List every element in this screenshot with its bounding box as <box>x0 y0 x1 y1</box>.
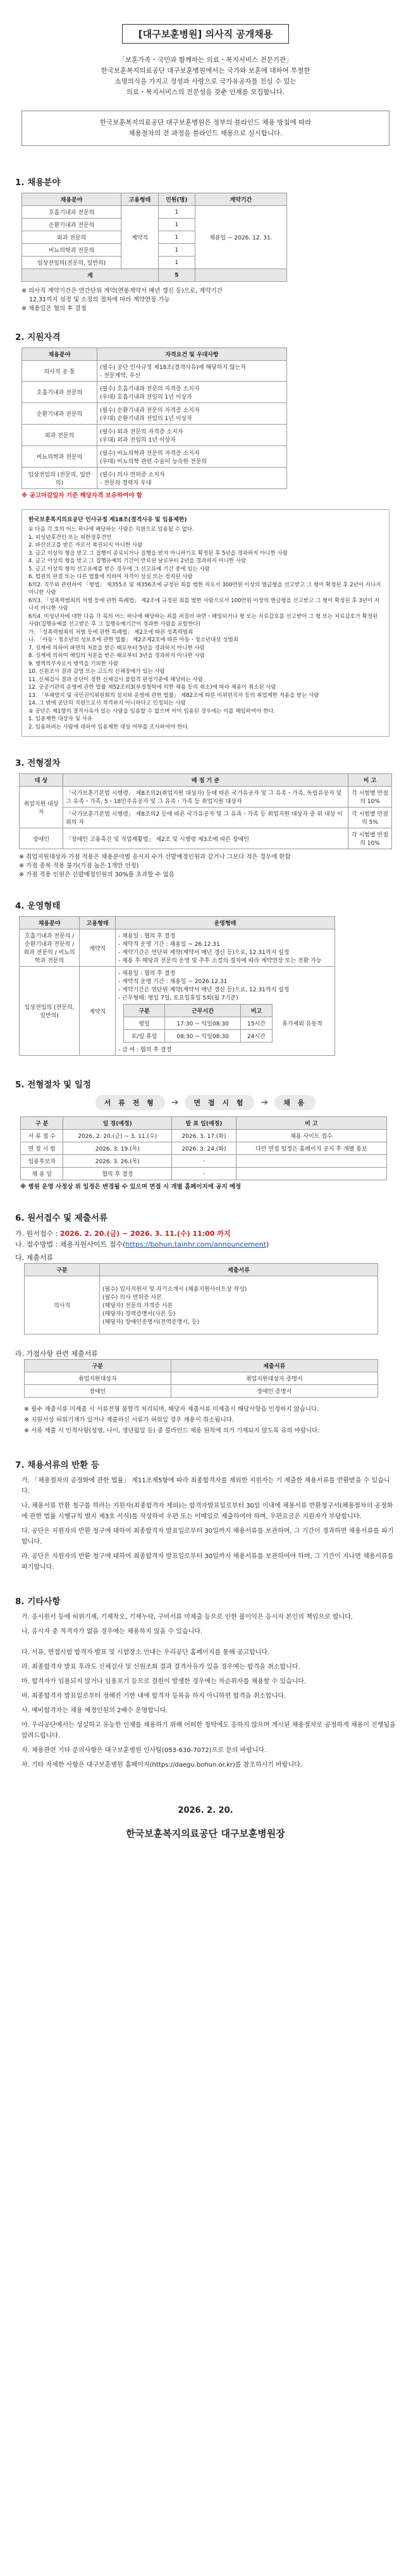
section-title: 4. 운영형태 <box>15 901 61 911</box>
shift-note: 15시간 <box>241 1017 273 1030</box>
application-site-link[interactable]: https://bohun.tainhr.com/announcement <box>125 1240 267 1249</box>
note-line: ※ 의사직 계약기간은 연간단위 계약(연봉계약서 매년 갱신 등)으로, 계약기간 <box>21 287 223 294</box>
stage-cell: 채 용 일 <box>21 1168 63 1180</box>
rule-item: 11. 신체검사 결과 공단이 정한 신체검사 불합격 판정기준에 해당하는 사람 <box>28 676 203 683</box>
table-header: 구 분 <box>21 1117 63 1130</box>
type-cell: 장애인 <box>25 1385 171 1398</box>
bonus-points-table <box>19 773 392 849</box>
total-count: 5 <box>158 269 195 282</box>
field-cell: 비뇨의학과 전문의 <box>22 244 121 257</box>
blind-hiring-notice <box>21 111 390 146</box>
section-title: 8. 기타사항 <box>15 1597 61 1607</box>
table-row <box>21 1168 387 1180</box>
document-page <box>15 0 396 1840</box>
period-value: 2026. 2. 20.(금) ~ 2026. 3. 11.(수) 11:00 까지 <box>59 1230 231 1238</box>
rules-list <box>28 526 383 731</box>
section-other <box>15 1594 396 1770</box>
return-items <box>21 1475 396 1573</box>
requirement-line: (필수) 외과 전문의 자격증 소지자 <box>100 428 183 435</box>
announce-cell: 2026. 3. 17.(화) <box>172 1130 236 1142</box>
table-header: 자격요건 및 우대사항 <box>97 348 287 361</box>
table-row <box>20 967 335 1056</box>
rule-item: 1. 임용제한 대상자 및 사유 <box>28 716 93 722</box>
section-title: 5. 전형절차 및 일정 <box>15 1080 91 1090</box>
operation-table <box>19 916 335 1056</box>
table-header: 비 고 <box>236 1117 386 1130</box>
table-row <box>20 929 335 967</box>
field-cell: 호흡기내과 전문의 <box>22 206 121 219</box>
footer-org: 한국보훈복지의료공단 대구보훈병원장 <box>126 1828 285 1839</box>
rule-item: 14. 그 밖에 공단의 직원으로서 적격하지 아니하다고 인정되는 사람 <box>28 700 186 706</box>
table-row <box>22 403 287 425</box>
table-row <box>21 1142 387 1155</box>
doc-line: (필수) 입사지원서 및 자기소개서 (채용지원사이트상 작성) <box>102 1286 247 1293</box>
requirement-line: (우대) 순환기내과 전임의 1년 이상자 <box>100 415 192 422</box>
other-item: 아. 우리공단에서는 성실하고 유능한 인재를 채용하기 위해 어떠한 청탁에도 응하지 않으며 게시된 채용절차로 공정하게 채용이 진행됨을 알려드립니다. <box>21 1722 396 1739</box>
field-cell: 호흡기내과 전문의 <box>22 382 97 403</box>
rule-item: 1. 피성년후견인 또는 피한정후견인 <box>28 534 112 541</box>
requirement-line: (필수) 공단 인사규정 제18조(결격사유)에 해당하지 않는자 <box>100 365 247 371</box>
section-title: 1. 채용분야 <box>15 178 61 188</box>
application-period <box>15 1228 396 1239</box>
other-item: 다. 서류, 면접시험 합격자 발표 및 시험장소 안내는 우리공단 홈페이지를 통해 공고합니다. <box>21 1649 270 1656</box>
field-cell: 호흡기내과 전문의 / 순환기내과 전문의 / 외과 전문의 / 비뇨의학과 전문의 <box>20 929 80 967</box>
qualifications-table <box>21 348 287 489</box>
count-cell: 1 <box>158 257 195 269</box>
operation-line: - 채용 후 해당과 전문의 운영 및 추후 소정의 절차에 따라 계약연장 또는 전환 가능 <box>118 958 322 964</box>
rule-item: ② 공단은 제1항의 결격사유가 있는 사람을 임용할 수 없으며 이미 임용된 경우에는 이를 해임하여야 한다. <box>28 708 276 715</box>
table-header: 운영형태 <box>116 917 335 929</box>
return-item: 가. 「채용절차의 공정화에 관한 법률」 제11조제5항에 따라 최종합격자를 제외한 지원자는 기 제출한 채용서류를 반환받을 수 있습니다. <box>21 1477 390 1495</box>
table-row <box>22 468 287 489</box>
operation-line: - 채용일 : 협의 후 결정 <box>118 933 176 940</box>
rule-item: 8. 징계에 의하여 해임의 처분을 받은 때로부터 3년을 경과하지 아니한 사람 <box>28 653 205 659</box>
section-schedule <box>15 1077 396 1192</box>
requirement-cell <box>97 446 287 468</box>
process-flow <box>15 1095 396 1110</box>
section-bonus-points <box>15 756 396 880</box>
operation-line: - 근무형태: 평일 7일, 토요일휴일 5회(월 7기준) <box>118 995 238 1001</box>
table-row <box>22 446 287 468</box>
documents-table <box>24 1263 378 1334</box>
rule-item: 10. 신원조사 결과 감염 또는 고도의 신체장애가 있는 사람 <box>28 668 165 675</box>
hiring-note <box>21 287 396 313</box>
rules-title: 한국보훈복지의료공단 인사규정 제18조(결격사유 및 임용제한) <box>28 517 187 523</box>
criteria-cell: 「장애인 고용촉진 및 직업재활법」 제2조 및 시행령 제3조에 따른 장애인 <box>63 828 348 849</box>
flow-step: 서 류 전 형 <box>95 1095 165 1110</box>
rule-item: 가. 「성폭력범죄의 처벌 등에 관한 특례법」 제2조에 따른 성폭력범죄 <box>28 629 193 636</box>
requirement-line: - 전문의 경력자 우대 <box>100 480 152 487</box>
requirement-line: (우대) 비뇨의학 관련 수술이 능숙한 전문의 <box>100 458 207 465</box>
operation-line: - 급 여 : 협의 후 결정 <box>118 1047 172 1053</box>
operation-line: - 채용일 : 협의 후 결정 <box>118 971 176 977</box>
table-header: 일 정(예정) <box>63 1117 172 1130</box>
stage-cell: 서 류 접 수 <box>21 1130 63 1142</box>
doc-line: (필수) 의사 면허증 사본 <box>102 1295 162 1301</box>
intro-line: 의료・복지서비스의 전문성을 갖춘 인재를 모집합니다. <box>126 88 285 96</box>
rule-item: ① 다음 각 호의 어느 하나에 해당하는 사람은 직원으로 임용될 수 없다. <box>28 526 194 533</box>
other-item: 바. 최종합격자 발표일로부터 정해진 기한 내에 합격자 등록을 하지 아니하면 합격을 취소합니다. <box>21 1693 286 1700</box>
site-close: ) <box>266 1240 269 1249</box>
table-header: 고용형태 <box>121 193 159 206</box>
table-header: 비 고 <box>348 774 392 787</box>
table-header: 채용분야 <box>22 193 121 206</box>
note-cell <box>236 1168 386 1180</box>
field-cell: 임상전임의(전문의, 일반의) <box>22 257 121 269</box>
field-cell: 의사직 공 통 <box>22 361 97 382</box>
bonus-documents-table <box>24 1359 378 1398</box>
docs-label: 다. 제출서류 <box>15 1254 54 1262</box>
requirement-line: (필수) 순환기내과 전문의 자격증 소지자 <box>100 407 200 414</box>
date-cell: 2026. 3. 26.(목) <box>63 1155 172 1168</box>
arrow-right-icon: ➔ <box>261 1098 269 1108</box>
criteria-cell: 「국가보훈기본법 시행령」 제8조의2(취업지원 대상자) 등에 따른 국가유공자 및 그 유족・가족, 독립유공자 및 그 유족・가족, 5・18민주유공자 및 그 유족・가족 등 취업지원 대상자 <box>63 787 348 807</box>
field-cell: 외과 전문의 <box>22 425 97 446</box>
doc-cell: 취업지원대상자 증명서 <box>171 1372 377 1385</box>
shift-side-note: 휴가제외 유동적 <box>282 1021 322 1027</box>
operation-line: - 계약직 운영 기간 : 채용일 ~ 26.12.31 <box>118 941 220 948</box>
bonus-docs-label: 라. 가점사항 관련 제출서류 <box>15 1350 98 1358</box>
table-row <box>25 1276 378 1334</box>
rule-item: 2. 임용하려는 사람에 대하여 임용제한 대상 여부를 조사하여야 한다. <box>28 723 190 730</box>
rule-item: 4. 금고 이상의 형을 받고 그 집행유예의 기간이 만료된 날로부터 2년을 경과하지 아니한 사람 <box>28 558 247 564</box>
shift-label: 토/일 휴일 <box>124 1030 165 1043</box>
section-title: 2. 지원자격 <box>15 332 61 342</box>
hiring-fields-table <box>21 193 287 282</box>
requirement-line: (필수) 비뇨의학과 전문의 자격증 소지자 <box>100 450 200 457</box>
type-cell: 취업지원대상자 <box>25 1372 171 1385</box>
stage-cell: 임용후보자 <box>21 1155 63 1168</box>
requirement-line: (우대) 호흡기내과 전임의 1년 이상자 <box>100 394 192 401</box>
requirement-cell <box>97 425 287 446</box>
intro-line: 한국보훈복지의료공단 대구보훈병원에서는 국가와 보훈에 대하여 투철한 <box>101 67 310 75</box>
doc-line: (해당자) 전문의 자격증 사본 <box>102 1303 173 1309</box>
rule-item: 3. 금고 이상의 형을 받고 그 집행이 종료되거나 집행을 받지 아니하기로 확정된 후 5년을 경과하지 아니한 사람 <box>28 550 288 557</box>
notice-line: 한국보훈복지의료공단 대구보훈병원은 정부의 블라인드 채용 방침에 따라 <box>99 119 312 126</box>
table-header: 채용분야 <box>20 917 80 929</box>
note-cell: 각 시험별 만점의 5% <box>348 807 392 828</box>
table-header: 구분 <box>25 1264 100 1276</box>
target-cell: 취업지원 대상자 <box>20 787 63 828</box>
shift-label: 평일 <box>124 1017 165 1030</box>
note-cell <box>236 1155 386 1168</box>
intro-line: 「보훈가족・국민과 함께하는 의료・복지서비스 전문기관」 <box>118 56 293 64</box>
target-cell: 장애인 <box>20 828 63 849</box>
table-header: 채용분야 <box>22 348 97 361</box>
contract-period-cell: 채용일 ~ 2026. 12. 31. <box>195 206 286 269</box>
note-cell: 각 시험별 만점의 10% <box>348 828 392 849</box>
type-cell: 계약직 <box>80 929 116 967</box>
announce-cell: 2026. 3. 24.(화) <box>172 1142 236 1155</box>
section-qualifications <box>15 330 396 737</box>
note-line: 12.31까지 설정 및 소정의 절차에 따라 계약연장 가능 <box>29 296 170 303</box>
table-header: 근무시간 <box>165 1005 241 1017</box>
other-item: 나. 응시자 중 적격자가 없을 경우에는 채용하지 않을 수 있습니다. <box>21 1628 203 1635</box>
other-item: 마. 합격자가 임용되지 않거나 임용포기 등으로 결원이 발생한 경우에는 차순위자를 채용할 수 있습니다. <box>21 1678 307 1685</box>
field-cell: 순환기내과 전문의 <box>22 403 97 425</box>
total-empty <box>195 269 286 282</box>
table-header: 구분 <box>25 1360 171 1372</box>
count-cell: 1 <box>158 206 195 219</box>
flow-step: 채 용 <box>274 1095 316 1110</box>
table-header: 구분 <box>124 1005 165 1017</box>
return-item: 다. 공단은 지원자의 반환 청구에 대하여 최종합격자 발표일로부터 30일까지 채용서류를 보관하며, 그 기간이 경과하면 채용서류를 파기합니다. <box>21 1528 394 1545</box>
schedule-table <box>20 1116 387 1180</box>
table-row <box>25 1385 378 1398</box>
doc-line: (해당자) 장애인증명서(전역증명서, 등) <box>102 1319 200 1326</box>
criteria-cell: 「국가보훈기본법 시행령」 제8조의2 등에 따른 국가유공자 및 그 유족・가족 등 취업지원 대상자 중 위 대상 이외의 자 <box>63 807 348 828</box>
note-line: ※ 취업지원대상자 가점 적용은 채용분야별 응시자 수가 선발예정인원과 같거나 그보다 적은 경우에 한함 <box>19 854 291 861</box>
count-cell: 1 <box>158 231 195 244</box>
rule-item: 12. 공공기관의 운영에 관한 법률 제52조의3(부정청탁에 의한 채용 등의 취소)에 따라 채용이 취소된 사람 <box>28 684 276 691</box>
section-title: 7. 채용서류의 반환 등 <box>15 1460 99 1470</box>
qualification-deadline-note: ※ 공고마감일자 기준 해당자격 보유하여야 함 <box>21 492 142 499</box>
requirement-cell <box>97 361 287 382</box>
table-row <box>20 807 392 828</box>
operation-line: - 계약기간은 연단위 계약(계약서 매년 갱신 등)으로, 12.31까지 설정 <box>118 987 290 993</box>
return-item: 라. 공단은 지원자의 반환 청구에 대하여 최종합격자 발표일로부터 30일까지 채용서류를 보관하여야 하며, 그 기간이 지나면 채용서류를 파기합니다. <box>21 1553 394 1571</box>
table-header: 고용형태 <box>80 917 116 929</box>
requirement-line: (필수) 호흡기내과 전문의 자격증 소지자 <box>100 385 200 392</box>
field-cell: 임상전임의 (전문의, 일반의) <box>20 967 80 1056</box>
shift-time: 08:30 ~ 익일08:30 <box>165 1030 241 1043</box>
table-row <box>20 828 392 849</box>
bonus-notes <box>19 853 396 880</box>
operation-cell <box>116 967 335 1056</box>
note-cell: 채용 사이트 접수 <box>236 1130 386 1142</box>
rule-item: 2. 파산선고를 받은 자로서 복권되지 아니한 사람 <box>28 542 143 548</box>
rule-item: 6. 법원의 판결 또는 다른 법률에 의하여 자격이 상실 또는 정지된 사람 <box>28 574 193 580</box>
other-item: 라. 최종합격자 발표 후라도 신체검사 및 신원조회 결과 결격사유가 있을 경우에는 합격을 취소합니다. <box>21 1664 300 1671</box>
table-header: 비고 <box>241 1005 273 1017</box>
flow-step: 면 접 시 험 <box>185 1095 254 1110</box>
field-cell: 비뇨의학과 전문의 <box>22 446 97 468</box>
rule-item: 5. 금고 이상의 형의 선고유예를 받은 경우에 그 선고유예 기간 중에 있는 사람 <box>28 565 210 572</box>
application-site <box>15 1239 396 1250</box>
count-cell: 1 <box>158 219 195 231</box>
requirement-line: (필수) 의사 면허증 소지자 <box>100 471 165 478</box>
intro-line: 소명의식을 가지고 정성과 사랑으로 국가유공자를 진심 수 있는 <box>114 78 297 85</box>
note-line: ※ 서류 제출 시 인적사항(성명, 나이, 생년월일 등) 중 블라인드 채용 원칙에 의거 기재되지 않도록 유의 바랍니다. <box>24 1427 320 1434</box>
table-header: 인원(명) <box>158 193 195 206</box>
other-item: 사. 예비합격자는 채용 예정인원의 2배수 운영합니다. <box>21 1707 168 1714</box>
table-row <box>22 382 287 403</box>
count-cell: 1 <box>158 244 195 257</box>
table-row <box>25 1372 378 1385</box>
date-cell: 2026. 3. 19.(목) <box>63 1142 172 1155</box>
other-items <box>21 1612 396 1770</box>
table-header: 대 상 <box>20 774 63 787</box>
rule-item: 6의4. 미성년자에 대한 다음 각 목의 어느 하나에 해당하는 죄를 저질러 파면・해임되거나 형 또는 치료감호를 선고받아 그 형 또는 치료감호가 확정된 사람(집행유예를 선고받은 후 그 집행유예기간이 경과한 사람을 포함한다) <box>28 613 378 627</box>
field-cell: 순환기내과 전문의 <box>22 219 121 231</box>
operation-line: - 계약기간은 연단위 계약(계약서 매년 갱신 등)으로, 12.31까지 설정 <box>118 950 290 956</box>
table-row <box>22 361 287 382</box>
employment-type-cell: 계약직 <box>121 206 159 269</box>
note-line: ※ 가점 적용 인원은 선발예정인원의 30%를 초과할 수 없음 <box>19 871 175 878</box>
operation-cell <box>116 929 335 967</box>
disqualification-rules-box <box>21 509 390 737</box>
note-cell: 다만 면접 일정은 홈페이지 공지 후 개별 통보 <box>236 1142 386 1155</box>
doc-cell: 장애인 증명서 <box>171 1385 377 1398</box>
note-line: ※ 필수 제출서류 미제출 시 서류전형 불합격 처리되며, 해당자 제출서류 미제출시 해당사항을 인정하지 않습니다. <box>24 1406 319 1413</box>
operation-line: - 계약직 운영 기간 : 채용일 ~ 2026.12.31 <box>118 979 228 985</box>
arrow-right-icon: ➔ <box>171 1098 179 1108</box>
note-line: ※ 지원서상 허위기재가 있거나 제출하신 서류가 허위일 경우 채용이 취소됩니다. <box>24 1417 234 1424</box>
field-cell: 의사직 <box>25 1276 100 1334</box>
section-title: 6. 원서접수 및 제출서류 <box>15 1213 107 1223</box>
application-notes <box>24 1404 387 1436</box>
footer-date: 2026. 2. 20. <box>178 1806 233 1815</box>
shift-table <box>123 1004 332 1043</box>
rule-item: 6의3. 「성폭력범죄의 처벌 등에 관한 특례법」 제2조에 규정된 죄를 범한 사람으로서 100만원 이상의 벌금형을 선고받고 그 형이 확정된 후 3년이 지나지 아니한 사람 <box>28 597 379 612</box>
table-header: 배 점 기 준 <box>63 774 348 787</box>
table-header: 제출서류 <box>100 1264 378 1276</box>
docs-cell <box>100 1276 378 1334</box>
table-row <box>20 787 392 807</box>
table-header: 발 표 일(예정) <box>172 1117 236 1130</box>
stage-cell: 면 접 시 험 <box>21 1142 63 1155</box>
intro-text <box>15 55 396 98</box>
rule-item: 6의2. 직무와 관련하여 「형법」 제355조 및 제356조에 규정된 죄를 범한 자로서 300만원 이상의 벌금형을 선고받고 그 형이 확정된 후 2년이 지나지 아니한 사람 <box>28 581 381 596</box>
rule-item: 나. 「아동・청소년의 성보호에 관한 법률」 제2조제2호에 따른 아동・청소년대상 성범죄 <box>28 637 238 643</box>
field-cell: 임상전임의 (전문의, 일반의) <box>22 468 97 489</box>
section-operation <box>15 898 396 1056</box>
requirement-line: (우대) 외과 전임의 1년 이상자 <box>100 437 176 444</box>
table-row <box>21 1155 387 1168</box>
shift-note: 24시간 <box>241 1030 273 1043</box>
date-cell: 2026. 2. 20.(금) ~ 3. 11.(수) <box>63 1130 172 1142</box>
announce-cell: - <box>172 1168 236 1180</box>
date-cell: 협의 후 결정 <box>63 1168 172 1180</box>
other-item: 가. 응시원서 등에 허위기재, 기재착오, 기재누락, 구비서류 미제출 등으로 인한 불이익은 응시자 본인의 책임으로 합니다. <box>21 1614 353 1621</box>
rule-item: 9. 병역의무자로서 병역을 기피한 사람 <box>28 660 119 667</box>
section-document-return <box>15 1458 396 1573</box>
type-cell: 계약직 <box>80 967 116 1056</box>
schedule-note: ※ 병원 운영 사정상 위 일정은 변경될 수 있으며 면접 시 개별 홈페이지에 공지 예정 <box>20 1183 242 1190</box>
announce-cell: - <box>172 1155 236 1168</box>
section-title: 3. 전형절차 <box>15 758 61 768</box>
field-cell: 외과 전문의 <box>22 231 121 244</box>
table-row <box>22 206 287 219</box>
requirement-cell <box>97 382 287 403</box>
note-line: ※ 가점 중복 적용 불가(가점 높은 1개만 인정) <box>19 862 139 869</box>
return-item: 나. 채용서류 반환 청구를 하려는 지원자(최종합격자 제외)는 합격자발표일로부터 30일 이내에 채용서류 반환청구서(채용절차의 공정화에 관한 법률 시행규칙 별지 제3호 서식)를 작성하여 우편 또는 이메일로 제출하여야 하며, 우편요금은 지원자가 부담합니다. <box>21 1503 393 1520</box>
requirement-cell <box>97 468 287 489</box>
table-row <box>22 425 287 446</box>
shift-time: 17:30 ~ 익일08:30 <box>165 1017 241 1030</box>
table-header: 제출서류 <box>171 1360 377 1372</box>
page-title: [대구보훈병원] 의사직 공개채용 <box>122 24 289 44</box>
section-hiring-fields <box>15 175 396 313</box>
doc-line: (해당자) 경력증명서(사본 등) <box>102 1311 176 1317</box>
period-label: 가. 원서접수 : <box>15 1230 60 1238</box>
other-item: 자. 채용관련 기타 문의사항은 대구보훈병원 인사팀(053-630-7072)으로 문의 바랍니다. <box>21 1747 267 1754</box>
rule-item: 7. 징계에 의하여 파면의 처분을 받은 때로부터 5년을 경과하지 아니한 사람 <box>28 644 205 651</box>
table-row-total <box>22 269 287 282</box>
requirement-line: - 전문계약, 우선 <box>100 373 140 379</box>
section-application <box>15 1211 396 1436</box>
other-item: 차. 기타 자세한 사항은 대구보훈병원 홈페이지(https://daegu.bohun.or.kr)를 참조하시기 바랍니다. <box>21 1762 302 1769</box>
table-header: 계약기간 <box>195 193 286 206</box>
requirement-cell <box>97 403 287 425</box>
notice-line: 채용절차의 전 과정을 블라인드 채용으로 실시합니다. <box>128 130 283 137</box>
note-line: ※ 채용일은 협의 후 결정 <box>21 305 87 312</box>
note-cell: 각 시험별 만점의 10% <box>348 787 392 807</box>
footer <box>15 1806 396 1840</box>
total-label: 계 <box>22 269 159 282</box>
site-label: 나. 접수방법 : 채용지원사이트 접수( <box>15 1240 126 1249</box>
table-row <box>21 1130 387 1142</box>
rule-item: 13. 「부패방지 및 국민권익위원회의 설치와 운영에 관한 법률」 제82조에 따른 비위면직자 등의 취업제한 적용을 받는 사람 <box>28 692 319 699</box>
